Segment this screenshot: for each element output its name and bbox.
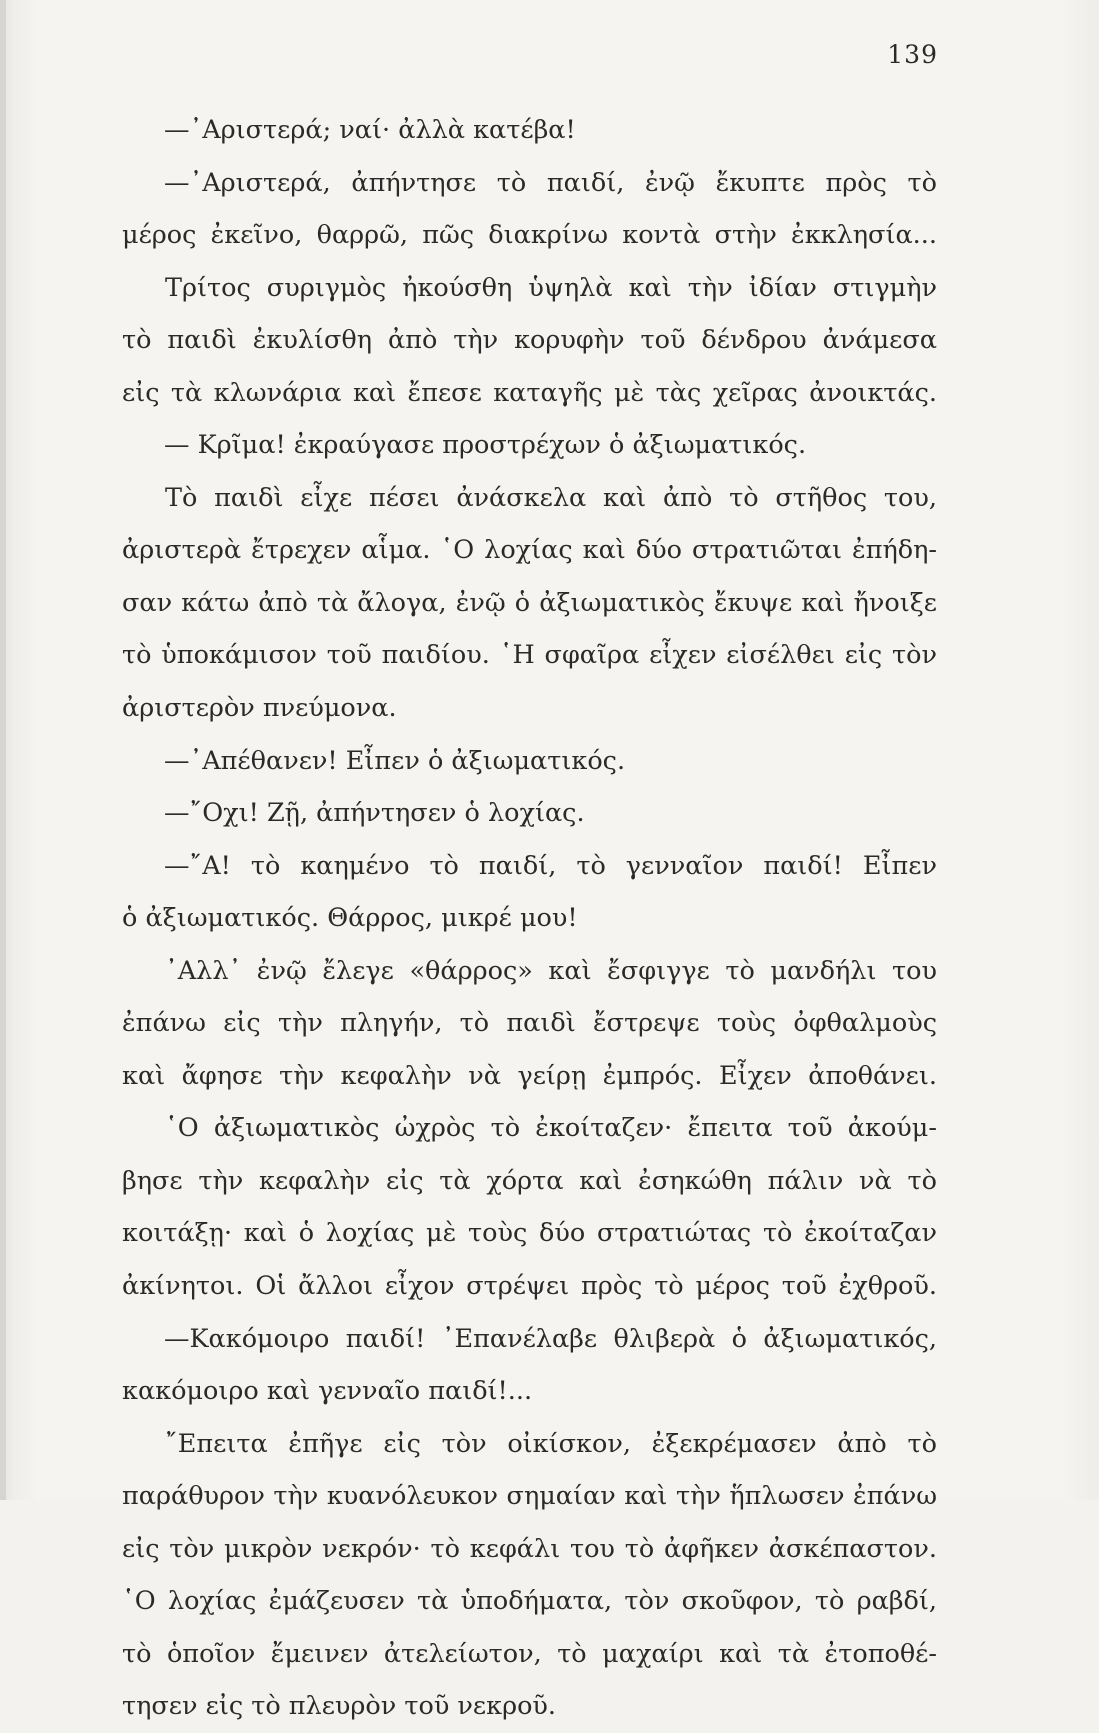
text-line: ῾Ο λοχίας ἐμάζευσεν τὰ ὑποδήματα, τὸν σκοῦφον, τὸ ραβδί, bbox=[122, 1586, 937, 1617]
text-line: καὶ ἄφησε τὴν κεφαλὴν νὰ γείρῃ ἐμπρός. Εἶχεν ἀποθάνει. bbox=[122, 1060, 937, 1091]
text-line: βησε τὴν κεφαλὴν εἰς τὰ χόρτα καὶ ἐσηκώθη πάλιν νὰ τὸ bbox=[122, 1165, 937, 1196]
text-line: Τὸ παιδὶ εἶχε πέσει ἀνάσκελα καὶ ἀπὸ τὸ στῆθος του, bbox=[165, 482, 937, 513]
text-line: ἐπάνω εἰς τὴν πληγήν, τὸ παιδὶ ἔστρεψε τοὺς ὀφθαλμοὺς bbox=[122, 1008, 937, 1039]
text-line: Τρίτος συριγμὸς ἠκούσθη ὑψηλὰ καὶ τὴν ἰδίαν στιγμὴν bbox=[165, 272, 937, 303]
text-line: τὸ ὑποκάμισον τοῦ παιδίου. ῾Η σφαῖρα εἶχεν εἰσέλθει εἰς τὸν bbox=[122, 640, 937, 671]
text-line: ῾Ο ἀξιωματικὸς ὠχρὸς τὸ ἐκοίταζεν· ἔπειτα τοῦ ἀκούμ- bbox=[165, 1113, 937, 1144]
text-line: ῎Επειτα ἐπῆγε εἰς τὸν οἰκίσκον, ἐξεκρέμασεν ἀπὸ τὸ bbox=[165, 1428, 937, 1459]
text-line: κοιτάξῃ· καὶ ὁ λοχίας μὲ τοὺς δύο στρατιώτας τὸ ἐκοίταζαν bbox=[122, 1218, 937, 1249]
body-text bbox=[122, 104, 937, 1733]
text-line: —῎Οχι! Ζῇ, ἀπήντησεν ὁ λοχίας. bbox=[164, 798, 585, 829]
text-line: τησεν εἰς τὸ πλευρὸν τοῦ νεκροῦ. bbox=[122, 1691, 557, 1722]
text-line: σαν κάτω ἀπὸ τὰ ἄλογα, ἐνῷ ὁ ἀξιωματικὸς ἔκυψε καὶ ἤνοιξε bbox=[122, 587, 937, 618]
text-line: —Κακόμοιρο παιδί! ᾿Επανέλαβε θλιβερὰ ὁ ἀξιωματικός, bbox=[164, 1323, 937, 1354]
text-line: ᾿Αλλ᾿ ἐνῷ ἔλεγε «θάρρος» καὶ ἔσφιγγε τὸ μανδήλι του bbox=[165, 955, 937, 986]
page-number: 139 bbox=[887, 40, 938, 69]
text-line: ὁ ἀξιωματικός. Θάρρος, μικρέ μου! bbox=[122, 903, 578, 934]
text-line: —᾿Αριστερά, ἀπήντησε τὸ παιδί, ἐνῷ ἔκυπτε πρὸς τὸ bbox=[164, 167, 937, 198]
text-line: ἀκίνητοι. Οἱ ἄλλοι εἶχον στρέψει πρὸς τὸ μέρος τοῦ ἐχθροῦ. bbox=[122, 1271, 937, 1302]
text-line: — Κρῖμα! ἐκραύγασε προστρέχων ὁ ἀξιωματικός. bbox=[164, 430, 807, 461]
text-line: παράθυρον τὴν κυανόλευκον σημαίαν καὶ τὴν ἥπλωσεν ἐπάνω bbox=[122, 1481, 937, 1512]
text-line: ἀριστερὸν πνεύμονα. bbox=[122, 693, 397, 724]
text-line: —᾿Απέθανεν! Εἶπεν ὁ ἀξιωματικός. bbox=[164, 745, 626, 776]
text-line: μέρος ἐκεῖνο, θαρρῶ, πῶς διακρίνω κοντὰ στὴν ἐκκλησία... bbox=[122, 220, 937, 251]
page-gutter-shadow bbox=[0, 0, 6, 1500]
text-line: τὸ παιδὶ ἐκυλίσθη ἀπὸ τὴν κορυφὴν τοῦ δένδρου ἀνάμεσα bbox=[122, 325, 937, 356]
text-line: —᾿Αριστερά; ναί· ἀλλὰ κατέβα! bbox=[164, 115, 576, 145]
text-line: εἰς τὸν μικρὸν νεκρόν· τὸ κεφάλι του τὸ ἀφῆκεν ἀσκέπαστον. bbox=[122, 1533, 937, 1564]
text-line: —῎Α! τὸ καημένο τὸ παιδί, τὸ γενναῖον παιδί! Εἶπεν bbox=[164, 850, 937, 881]
text-line: ἀριστερὰ ἔτρεχεν αἷμα. ῾Ο λοχίας καὶ δύο στρατιῶται ἐπήδη- bbox=[122, 535, 937, 566]
text-line: εἰς τὰ κλωνάρια καὶ ἔπεσε καταγῆς μὲ τὰς χεῖρας ἀνοικτάς. bbox=[122, 377, 937, 408]
text-line: τὸ ὁποῖον ἔμεινεν ἀτελείωτον, τὸ μαχαίρι καὶ τὰ ἐτοποθέ- bbox=[122, 1638, 937, 1669]
text-line: κακόμοιρο καὶ γενναῖο παιδί!... bbox=[122, 1376, 533, 1407]
